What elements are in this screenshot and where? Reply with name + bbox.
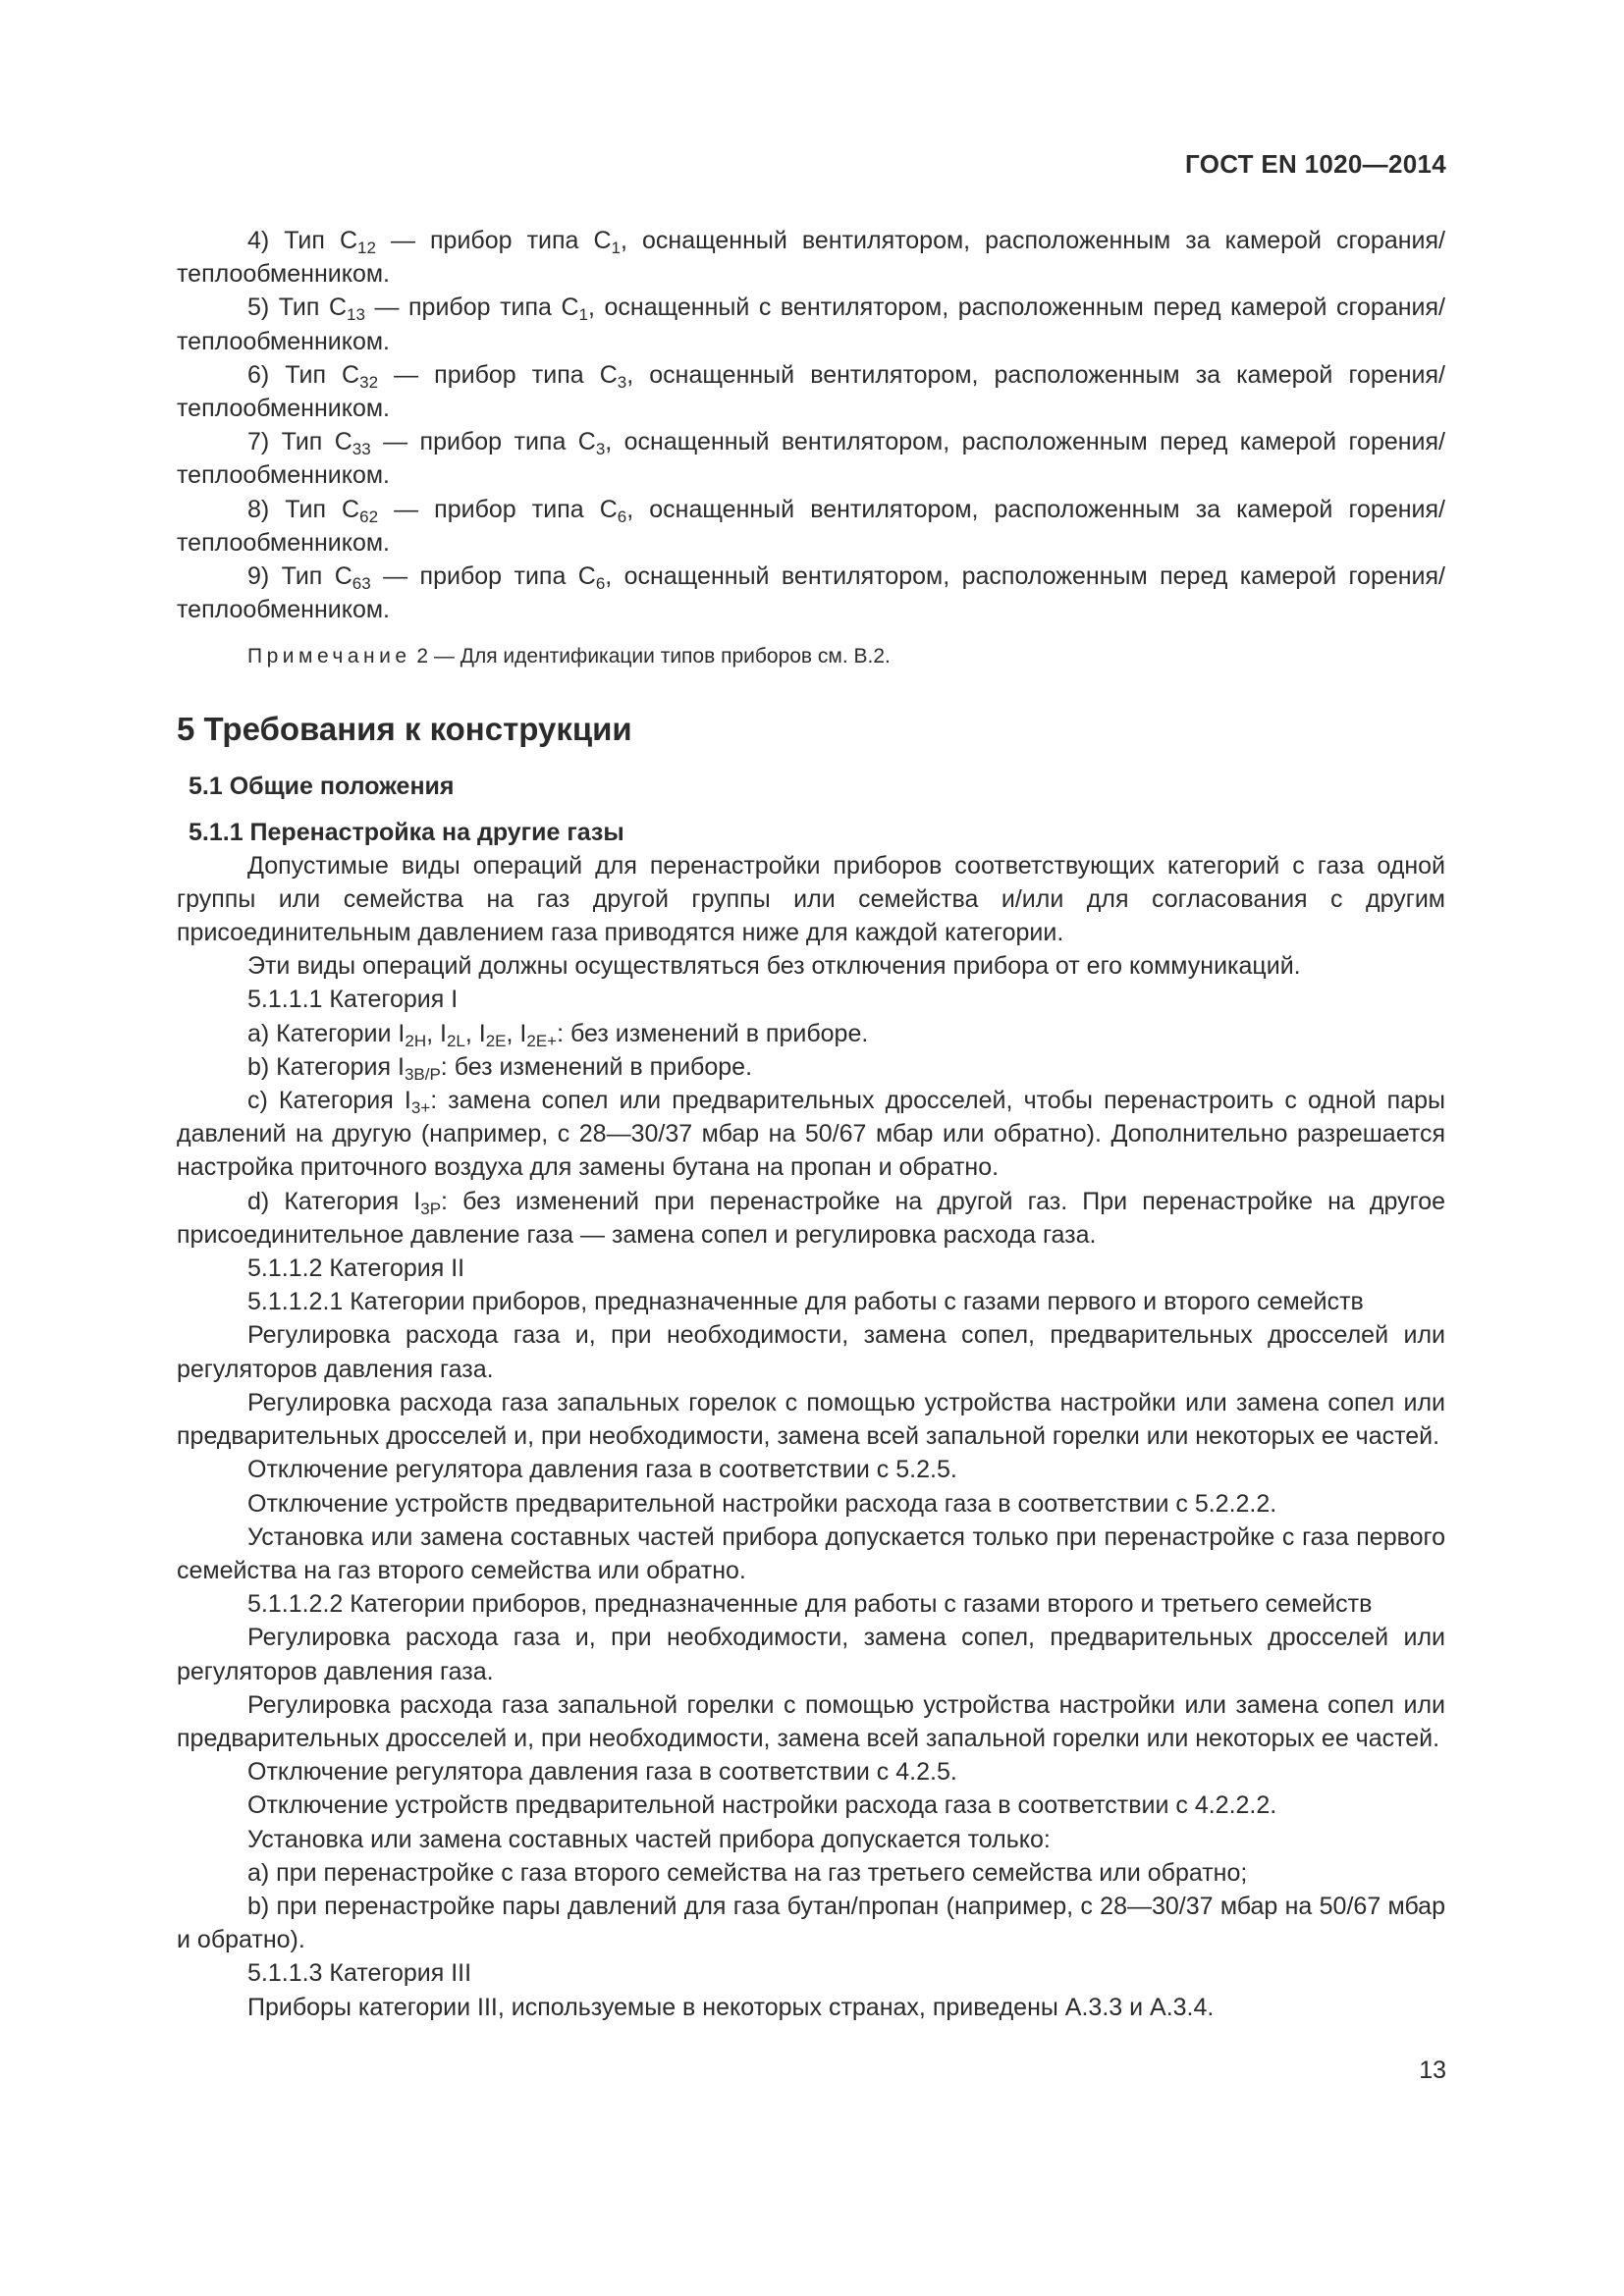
note [177, 640, 1445, 673]
list-item: 6) Тип $C_{32}$ — прибор типа $C_3$, оснащенный вентилятором, расположенным за камерой горения/теплообменником. [177, 360, 1445, 423]
page-body [177, 224, 1445, 2024]
paragraph: Установка или замена составных частей прибора допускается только: [247, 1825, 1051, 1853]
paragraph: Отключение устройств предварительной настройки расхода газа в соответствии с 5.2.2.2. [247, 1489, 1277, 1518]
list-item: 7) Тип $C_{33}$ — прибор типа $C_3$, оснащенный вентилятором, расположенным перед камерой горения/теплообменником. [177, 428, 1446, 490]
clause-number: 5.1.1.3 Категория III [247, 1959, 472, 1988]
paragraph: Отключение регулятора давления газа в соответствии с 4.2.5. [247, 1758, 957, 1787]
list-item: 4) Тип $C_{12}$ — прибор типа $C_1$, оснащенный вентилятором, расположенным за камерой сгорания/теплообменником. [177, 227, 1445, 289]
section-heading: 5 Требования к конструкции [177, 710, 632, 747]
list-item: c) Категория $I_{3+}$: замена сопел или предварительных дросселей, чтобы перенастроить с одной пары давлений на другую (например, с 28—30/37 мбар на 50/67 мбар или обратно). Дополнительно разрешается настройка приточного воздуха для замены бутана на пропан и обратно. [177, 1087, 1445, 1182]
paragraph: Регулировка расхода газа и, при необходимости, замена сопел, предварительных дросселей или регуляторов давления газа. [177, 1624, 1445, 1685]
clause-number: 5.1.1.2 Категория II [247, 1255, 465, 1283]
list-item: b) Категория $I_{3B/P}$: без изменений в приборе. [247, 1052, 753, 1084]
list-item: 8) Тип $C_{62}$ — прибор типа $C_6$, оснащенный вентилятором, расположенным за камерой горения/теплообменником. [177, 495, 1445, 557]
appliance-types-list [177, 224, 1445, 626]
list-item: 5) Тип $C_{13}$ — прибор типа $C_1$, оснащенный с вентилятором, расположенным перед камерой сгорания/теплообменником. [177, 294, 1445, 355]
paragraph: Эти виды операций должны осуществляться без отключения прибора от его коммуникаций. [247, 952, 1301, 981]
paragraph: Допустимые виды операций для перенастройки приборов соответствующих категорий с газа одной группы или семейства на газ другой группы или семейства и/или для согласования с другим присоединительным давлением газа приводятся ниже для каждой категории. [177, 851, 1445, 947]
clause-number: 5.1.1.2.2 Категории приборов, предназначенные для работы с газами второго и третьего семейств [247, 1590, 1373, 1619]
clause-number: 5.1.1.1 Категория I [247, 986, 459, 1014]
list-item: a) при перенастройке с газа второго семейства на газ третьего семейства или обратно; [247, 1858, 1248, 1887]
paragraph: Отключение регулятора давления газа в соответствии с 5.2.5. [247, 1456, 957, 1484]
paragraph: Регулировка расхода газа и, при необходимости, замена сопел, предварительных дросселей или регуляторов давления газа. [177, 1321, 1445, 1383]
note-text: 2 — Для идентификации типов приборов см. B.2. [410, 645, 891, 668]
clause-heading: 5.1.1 Перенастройка на другие газы [189, 818, 624, 846]
list-item: b) при перенастройке пары давлений для газа бутан/пропан (например, с 28—30/37 мбар на 50/67 мбар и обратно). [177, 1892, 1445, 1954]
note-label: Примечание [247, 645, 411, 668]
paragraph: Отключение устройств предварительной настройки расхода газа в соответствии с 4.2.2.2. [247, 1791, 1277, 1820]
subsection-heading: 5.1 Общие положения [189, 772, 455, 800]
document-header: ГОСТ EN 1020—2014 [1185, 149, 1446, 179]
paragraph: Приборы категории III, используемые в некоторых странах, приведены A.3.3 и A.3.4. [247, 1993, 1215, 2021]
paragraph: Регулировка расхода газа запальной горелки с помощью устройства настройки или замена сопел или предварительных дросселей и, при необходимости, замена всей запальной горелки или некоторых ее частей. [177, 1690, 1445, 1752]
page-number: 13 [1419, 2056, 1446, 2084]
list-item: a) Категории $I_{2H}$, $I_{2L}$, $I_{2E}$, $I_{2E+}$: без изменений в приборе. [247, 1019, 869, 1050]
paragraph: Установка или замена составных частей прибора допускается только при перенастройке с газа первого семейства на газ второго семейства или обратно. [177, 1522, 1445, 1584]
list-item: d) Категория $I_{3P}$: без изменений при перенастройке на другой газ. При перенастройке на другое присоединительное давление газа — замена сопел и регулировка расхода газа. [177, 1187, 1446, 1249]
paragraph: Регулировка расхода газа запальных горелок с помощью устройства настройки или замена сопел или предварительных дросселей и, при необходимости, замена всей запальной горелки или некоторых ее частей. [177, 1388, 1445, 1451]
list-item: 9) Тип $C_{63}$ — прибор типа $C_6$, оснащенный вентилятором, расположенным перед камерой горения/теплообменником. [177, 562, 1446, 624]
clause-number: 5.1.1.2.1 Категории приборов, предназначенные для работы с газами первого и второго семейств [247, 1288, 1364, 1316]
